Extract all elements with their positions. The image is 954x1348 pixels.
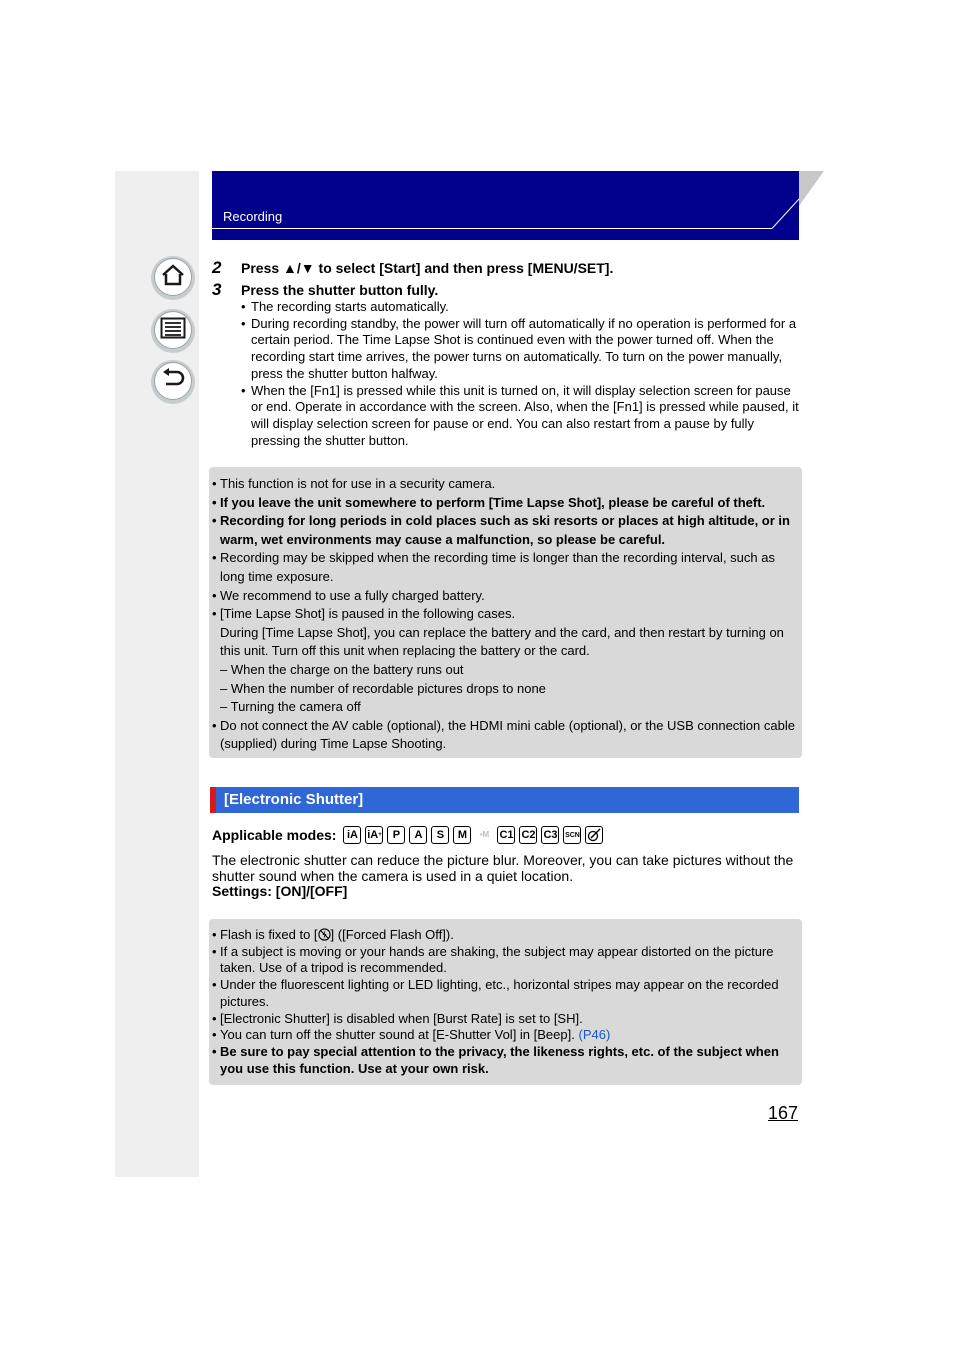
list-item: • The recording starts automatically. [241,299,801,316]
dash-item: – When the charge on the battery runs out [220,661,464,677]
list-item: • When the [Fn1] is pressed while this unit is turned on, it will display selection screen for pause or end. Operate in accordance with the screen. Also, when the [Fn1] is pressed while paused, it will display selection screen for pause or end. You can also restart from a pause by fully pressing the shutter button. [241,383,801,450]
home-icon [160,263,186,292]
step-3-bullets [241,299,801,449]
list-item: • Recording may be skipped when the recording time is longer than the recording interval, such as long time exposure. [212,549,800,586]
mode-ia-icon: iA [343,826,361,844]
home-button[interactable] [151,256,195,300]
mode-movie-m-icon: ▪M [479,830,490,839]
list-item: • [Electronic Shutter] is disabled when [Burst Rate] is set to [SH]. [212,1011,800,1028]
list-item: • You can turn off the shutter sound at [E-Shutter Vol] in [Beep]. (P46) [212,1027,800,1044]
section-header-bar [212,171,799,240]
page-link-p46[interactable]: (P46) [578,1027,611,1043]
step-3: 3 Press the shutter button fully. [212,280,439,299]
dash-item: – When the number of recordable pictures drops to none [220,680,546,696]
list-item: • This function is not for use in a security camera. [212,475,800,494]
settings-text: Settings: [ON]/[OFF] [212,883,348,900]
electronic-shutter-description [212,853,802,900]
applicable-modes [212,824,607,846]
page-number: 167 [768,1103,799,1123]
corner-decoration [799,171,824,206]
mode-c3-icon: C3 [541,826,559,844]
menu-list-icon [160,317,186,344]
list-item: • Under the fluorescent lighting or LED lighting, etc., horizontal stripes may appear on the recorded pictures. [212,977,800,1010]
list-item: • Do not connect the AV cable (optional), the HDMI mini cable (optional), or the USB connection cable (supplied) during Time Lapse Shooting. [212,717,800,754]
note-box-time-lapse [209,467,802,758]
back-button[interactable] [151,360,195,404]
section-title-bar [210,787,799,813]
section-title: [Electronic Shutter] [224,791,364,808]
mode-creative-icon [585,826,603,844]
modes-label: Applicable modes: [212,827,337,843]
mode-c1-icon: C1 [497,826,515,844]
description-text: The electronic shutter can reduce the picture blur. Moreover, you can take pictures without the shutter sound when the camera is used in a quiet location. [212,852,794,884]
list-item-continuation: During [Time Lapse Shot], you can replace the battery and the card, and then restart by turning on this unit. Turn off this unit when replacing the battery or the card. [220,624,784,659]
list-item: • We recommend to use a fully charged battery. [212,587,800,606]
mode-p-icon: P [387,826,405,844]
note-box-electronic-shutter [209,919,802,1085]
mode-s-icon: S [431,826,449,844]
list-item: • Recording for long periods in cold places such as ski resorts or places at high altitude, or in warm, wet environments may cause a malfunction, so please be careful. [212,512,800,549]
mode-ia-plus-icon: iA + [365,826,383,844]
section-label: Recording [223,209,283,224]
return-icon [160,368,186,395]
flash-off-icon [318,927,331,942]
mode-c2-icon: C2 [519,826,537,844]
list-item: • During recording standby, the power will turn off automatically if no operation is performed for a certain period. The Time Lapse Shot is continued even with the power turned off. When the recording start time arrives, the power turns on automatically. To turn on the power manually, press the shutter button halfway. [241,316,801,383]
mode-m-icon: M [453,826,471,844]
dash-item: – Turning the camera off [220,699,361,715]
list-item: • If you leave the unit somewhere to perform [Time Lapse Shot], please be careful of theft. [212,494,800,513]
mode-a-icon: A [409,826,427,844]
list-item: • If a subject is moving or your hands are shaking, the subject may appear distorted on the picture taken. Use of a tripod is recommended. [212,944,800,977]
step-2: 2 Press ▲/▼ to select [Start] and then press [MENU/SET]. [212,258,614,277]
menu-button[interactable] [151,309,195,353]
mode-scn-icon: SCN [563,826,581,844]
list-item: • Flash is fixed to [ ] ([Forced Flash Off]). [212,927,800,944]
list-item: • Be sure to pay special attention to the privacy, the likeness rights, etc. of the subject when you use this function. Use at your own risk. [212,1044,800,1077]
list-item: • [Time Lapse Shot] is paused in the following cases. [212,605,800,624]
